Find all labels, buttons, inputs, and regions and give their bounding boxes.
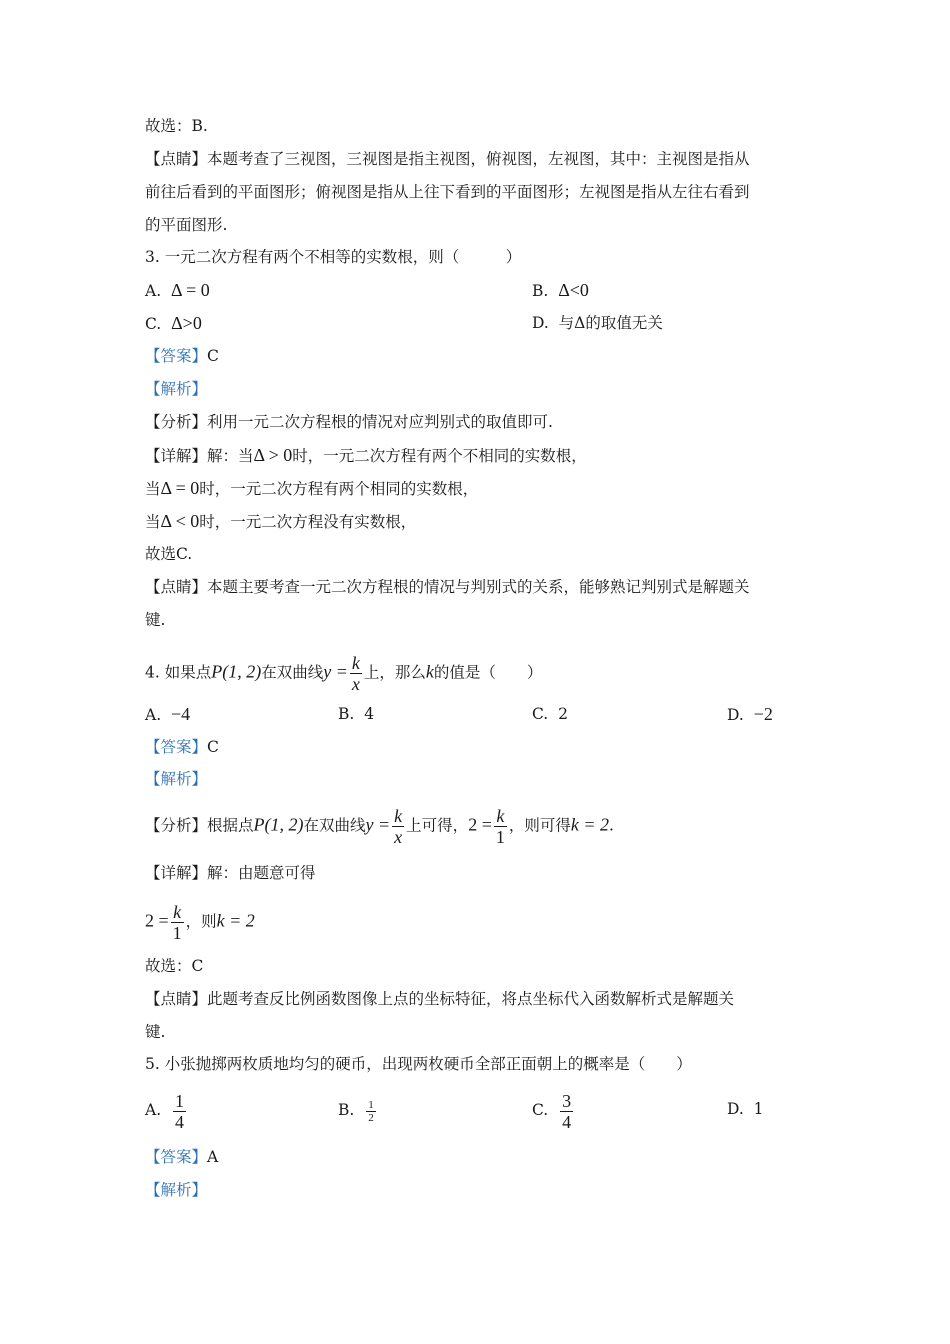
q3-option-c: C. Δ>0 (145, 313, 202, 333)
q4-detail-fraction: $\frac{k}{1}$ (172, 902, 182, 943)
q3-stem: 3. 一元二次方程有两个不相等的实数根，则（ ） (145, 248, 522, 266)
q4-answer: 【答案】C (145, 738, 219, 756)
q5-stem: 5. 小张抛掷两枚质地均匀的硬币，出现两枚硬币全部正面朝上的概率是（ ） (145, 1055, 692, 1073)
q4-option-d: D. −2 (727, 704, 773, 724)
q3-comment-line1: 【点睛】本题主要考查一元二次方程根的情况与判别式的关系，能够熟记判别式是解题关 (145, 578, 750, 596)
q4-analysis-heading: 【解析】 (145, 770, 208, 788)
q5-analysis-heading: 【解析】 (145, 1181, 208, 1199)
q4-option-c: C. 2 (532, 705, 568, 723)
q3-choice: 故选C. (145, 545, 193, 563)
q4-option-a: A. −4 (145, 704, 191, 724)
q2-choice: 故选：B. (145, 117, 208, 135)
q3-detail-line3: 当Δ < 0时，一元二次方程没有实数根， (145, 511, 417, 531)
q3-analysis-heading: 【解析】 (145, 380, 208, 398)
q2-comment-line1: 【点睛】本题考查了三视图，三视图是指主视图，俯视图，左视图，其中：主视图是指从 (145, 150, 750, 168)
q5-option-a: A. $\frac{1}{4}$ (145, 1090, 184, 1132)
q3-comment-line2: 键. (145, 611, 166, 629)
q5-option-a-fraction: $\frac{1}{4}$ (174, 1090, 184, 1132)
q3-answer: 【答案】C (145, 347, 219, 365)
q5-option-c: C. $\frac{3}{4}$ (532, 1090, 572, 1132)
q4-stem: 4. 如果点P(1, 2)在双曲线y = $\frac{k}{x}$ 上，那么k的值是（ ） (145, 653, 543, 694)
q4-fenxi-fraction-k1: $\frac{k}{1}$ (495, 806, 505, 847)
q5-option-d: D. 1 (727, 1100, 764, 1118)
q5-answer: 【答案】A (145, 1148, 219, 1166)
q4-detail: 【详解】解：由题意可得 (145, 864, 316, 882)
q5-option-c-fraction: $\frac{3}{4}$ (562, 1090, 572, 1132)
q2-comment-line2: 前往后看到的平面图形；俯视图是指从上往下看到的平面图形；左视图是指从左往右看到 (145, 183, 750, 201)
q3-fenxi: 【分析】利用一元二次方程根的情况对应判别式的取值即可. (145, 413, 553, 431)
q5-option-b: B. $\frac{1}{2}$ (338, 1098, 374, 1124)
q3-detail-line2: 当Δ = 0时，一元二次方程有两个相同的实数根， (145, 478, 479, 498)
q5-option-b-fraction: $\frac{1}{2}$ (368, 1098, 374, 1124)
q4-choice: 故选：C (145, 957, 204, 975)
q3-option-d: D. 与Δ的取值无关 (532, 314, 663, 332)
q4-comment-line2: 键. (145, 1023, 166, 1041)
q4-comment-line1: 【点睛】此题考查反比例函数图像上点的坐标特征，将点坐标代入函数解析式是解题关 (145, 990, 735, 1008)
q3-detail-line1: 【详解】解：当Δ > 0时，一元二次方程有两个不相同的实数根， (145, 445, 587, 465)
q2-comment-line3: 的平面图形. (145, 216, 228, 234)
q4-fenxi-fraction-kx: $\frac{k}{x}$ (394, 806, 403, 847)
q4-stem-fraction: $\frac{k}{x}$ (351, 653, 360, 694)
q4-option-b: B. 4 (338, 705, 375, 723)
q3-option-a: A. Δ = 0 (145, 280, 210, 300)
q4-fenxi: 【分析】根据点P(1, 2)在双曲线y = $\frac{k}{x}$ 上可得，2 = $\frac{k}{1}$ ，则可得k = 2. (145, 806, 614, 847)
q3-option-b: B. Δ<0 (532, 280, 589, 300)
q4-detail-equation: 2 = $\frac{k}{1}$ ，则k = 2 (145, 902, 255, 943)
